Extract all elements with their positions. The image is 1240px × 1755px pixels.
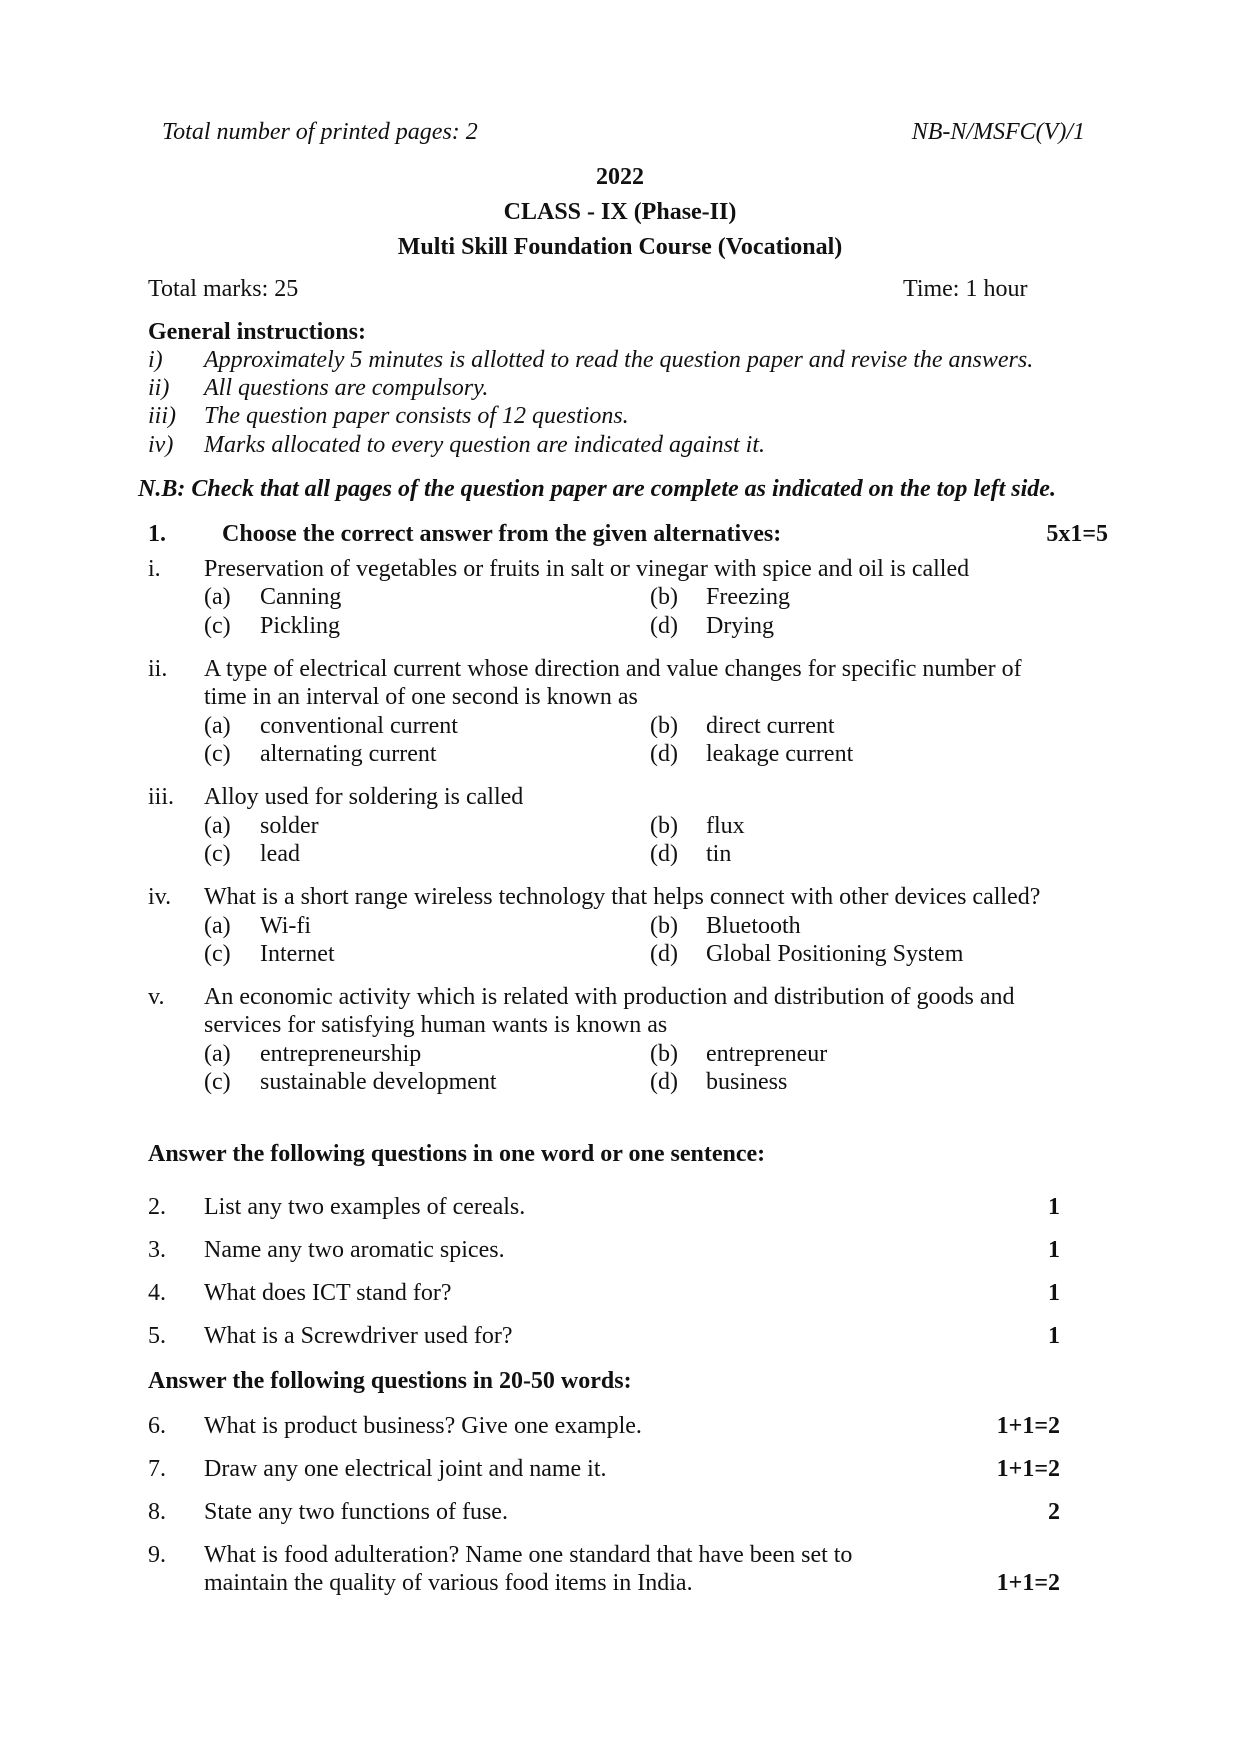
mcq-option-d: (d) Global Positioning System xyxy=(650,941,964,967)
question-number: 7. xyxy=(148,1456,166,1482)
exam-year: 2022 xyxy=(596,164,644,190)
mcq-question-cont: services for satisfying human wants is known as xyxy=(204,1012,668,1038)
question-number: 9. xyxy=(148,1542,166,1568)
q1-number: 1. xyxy=(148,521,166,547)
mcq-option-d: (d) tin xyxy=(650,841,732,867)
question-number: 2. xyxy=(148,1194,166,1220)
section-heading-one-word: Answer the following questions in one word or one sentence: xyxy=(148,1141,766,1167)
mcq-option-d: (d) leakage current xyxy=(650,741,854,767)
question-number: 3. xyxy=(148,1237,166,1263)
mcq-number: v. xyxy=(148,984,165,1010)
instruction-num: i) xyxy=(148,347,163,373)
instruction-num: ii) xyxy=(148,375,170,401)
mcq-option-d: (d) business xyxy=(650,1069,788,1095)
instruction-num: iii) xyxy=(148,403,176,429)
mcq-option-b: (b) Freezing xyxy=(650,584,790,610)
question-text: What is a Screwdriver used for? xyxy=(204,1323,513,1349)
question-number: 8. xyxy=(148,1499,166,1525)
subject-title: Multi Skill Foundation Course (Vocational) xyxy=(397,234,843,260)
question-marks: 1 xyxy=(1048,1280,1060,1306)
instruction-text: Approximately 5 minutes is allotted to read the question paper and revise the answers. xyxy=(204,347,1034,373)
mcq-option-a: (a) entrepreneurship xyxy=(204,1041,422,1067)
mcq-option-c: (c) Internet xyxy=(204,941,335,967)
mcq-option-c: (c) lead xyxy=(204,841,300,867)
question-number: 4. xyxy=(148,1280,166,1306)
mcq-question: An economic activity which is related with production and distribution of goods and xyxy=(204,984,1015,1010)
mcq-question: What is a short range wireless technology that helps connect with other devices called? xyxy=(204,884,1041,910)
mcq-option-a: (a) solder xyxy=(204,813,319,839)
mcq-question: A type of electrical current whose direction and value changes for specific number of xyxy=(204,656,1022,682)
question-number: 5. xyxy=(148,1323,166,1349)
mcq-option-b: (b) Bluetooth xyxy=(650,913,801,939)
mcq-option-a: (a) Wi-fi xyxy=(204,913,312,939)
question-text: Draw any one electrical joint and name it. xyxy=(204,1456,607,1482)
time-allowed: Time: 1 hour xyxy=(903,276,1028,302)
q1-marks: 5x1=5 xyxy=(1046,521,1108,547)
question-text-cont: maintain the quality of various food items in India. xyxy=(204,1570,693,1596)
question-marks: 1+1=2 xyxy=(996,1456,1060,1482)
question-marks: 1 xyxy=(1048,1237,1060,1263)
nb-note: N.B: Check that all pages of the question paper are complete as indicated on the top left side. xyxy=(138,476,1056,502)
mcq-question: Preservation of vegetables or fruits in salt or vinegar with spice and oil is called xyxy=(204,556,970,582)
mcq-option-c: (c) sustainable development xyxy=(204,1069,497,1095)
instruction-text: Marks allocated to every question are indicated against it. xyxy=(204,432,765,458)
section-heading-short-answer: Answer the following questions in 20-50 words: xyxy=(148,1368,632,1394)
question-text: List any two examples of cereals. xyxy=(204,1194,526,1220)
mcq-option-b: (b) flux xyxy=(650,813,745,839)
instruction-num: iv) xyxy=(148,432,174,458)
mcq-number: iii. xyxy=(148,784,175,810)
mcq-option-a: (a) conventional current xyxy=(204,713,458,739)
question-marks: 1 xyxy=(1048,1194,1060,1220)
instructions-heading: General instructions: xyxy=(148,319,366,345)
question-text: What is product business? Give one example. xyxy=(204,1413,642,1439)
printed-pages-note: Total number of printed pages: 2 xyxy=(162,119,478,145)
question-text: State any two functions of fuse. xyxy=(204,1499,508,1525)
mcq-question-cont: time in an interval of one second is known as xyxy=(204,684,638,710)
question-text: Name any two aromatic spices. xyxy=(204,1237,505,1263)
mcq-option-c: (c) alternating current xyxy=(204,741,437,767)
mcq-option-c: (c) Pickling xyxy=(204,613,341,639)
paper-code: NB-N/MSFC(V)/1 xyxy=(911,119,1085,145)
mcq-option-d: (d) Drying xyxy=(650,613,774,639)
mcq-number: ii. xyxy=(148,656,168,682)
mcq-number: i. xyxy=(148,556,161,582)
q1-title: Choose the correct answer from the given alternatives: xyxy=(222,521,782,547)
question-marks: 1+1=2 xyxy=(996,1570,1060,1596)
mcq-option-b: (b) direct current xyxy=(650,713,835,739)
mcq-question: Alloy used for soldering is called xyxy=(204,784,524,810)
question-text: What does ICT stand for? xyxy=(204,1280,452,1306)
question-marks: 1 xyxy=(1048,1323,1060,1349)
question-number: 6. xyxy=(148,1413,166,1439)
instruction-text: All questions are compulsory. xyxy=(204,375,489,401)
question-marks: 1+1=2 xyxy=(996,1413,1060,1439)
instruction-text: The question paper consists of 12 questions. xyxy=(204,403,629,429)
question-marks: 2 xyxy=(1048,1499,1060,1525)
question-text: What is food adulteration? Name one standard that have been set to xyxy=(204,1542,853,1568)
mcq-option-b: (b) entrepreneur xyxy=(650,1041,828,1067)
mcq-number: iv. xyxy=(148,884,172,910)
class-line: CLASS - IX (Phase-II) xyxy=(503,199,737,225)
total-marks: Total marks: 25 xyxy=(148,276,299,302)
mcq-option-a: (a) Canning xyxy=(204,584,342,610)
